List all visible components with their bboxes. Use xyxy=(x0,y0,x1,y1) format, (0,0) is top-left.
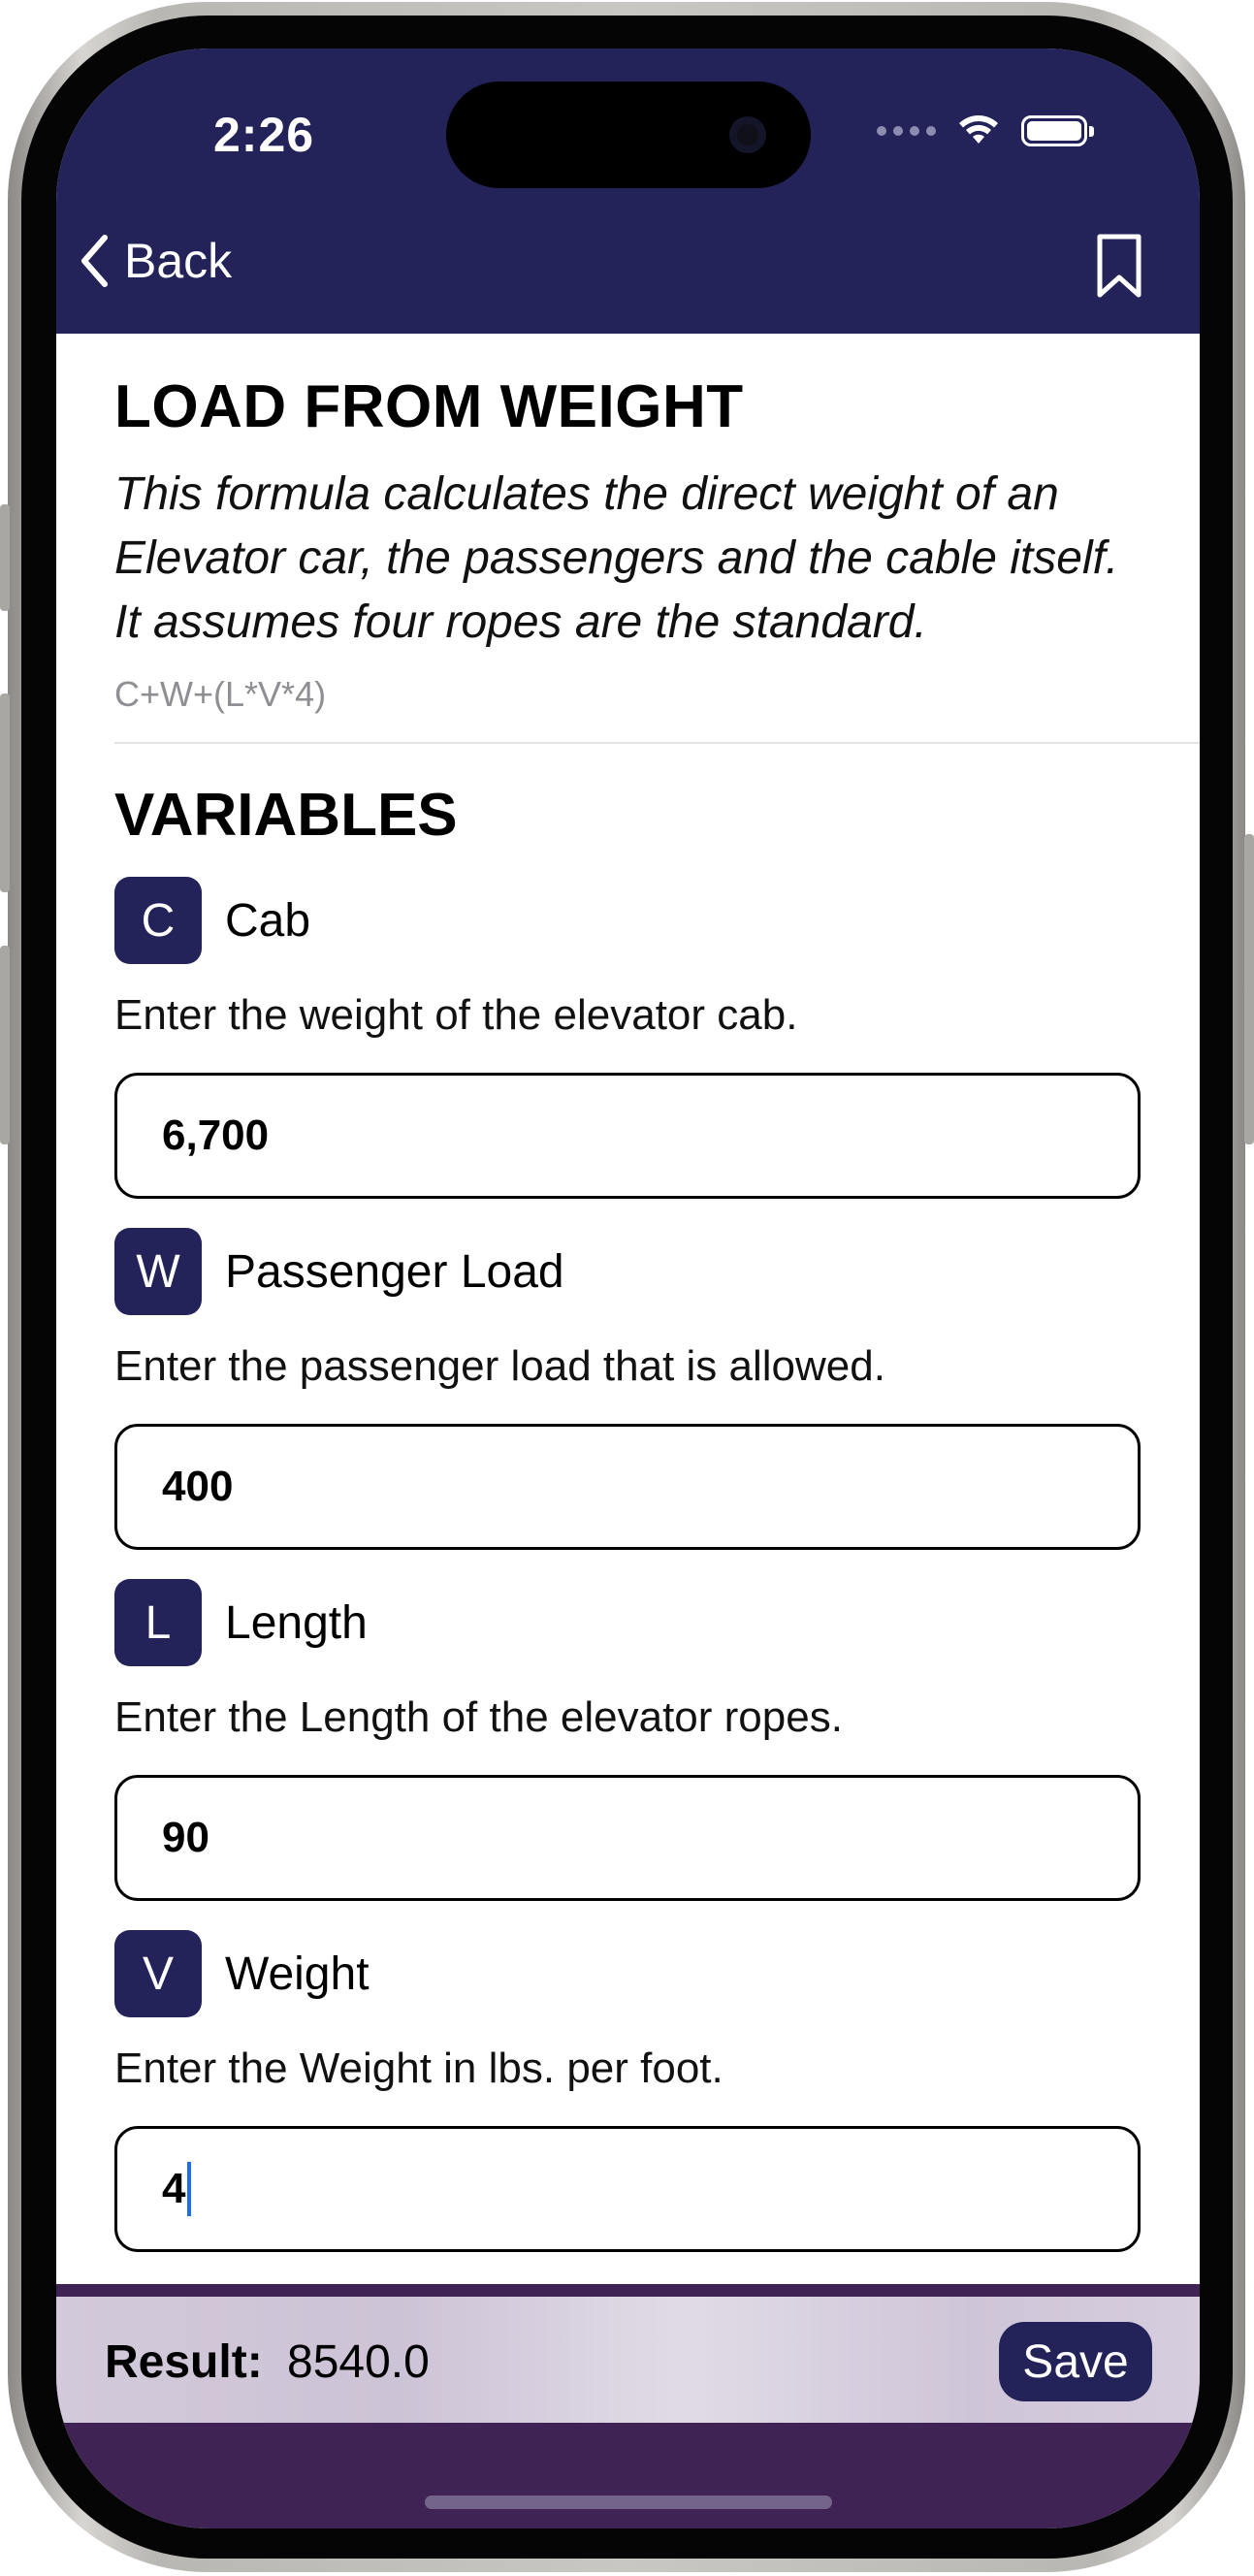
wifi-icon xyxy=(957,114,1000,147)
section-divider xyxy=(114,742,1200,744)
variable-name: Weight xyxy=(225,1948,370,2000)
dynamic-island xyxy=(446,81,811,188)
variable-v xyxy=(114,1930,1200,2252)
signal-dots-icon xyxy=(877,126,936,136)
variable-w xyxy=(114,1228,1200,1550)
variable-letter-badge: C xyxy=(114,877,202,964)
variable-name: Passenger Load xyxy=(225,1245,564,1298)
result-bar xyxy=(56,2284,1200,2528)
back-button[interactable] xyxy=(80,233,232,289)
front-camera xyxy=(729,116,766,153)
text-cursor xyxy=(187,2162,191,2216)
variable-name: Length xyxy=(225,1596,368,1649)
status-icons xyxy=(877,114,1087,147)
input-value: 6,700 xyxy=(162,1111,270,1159)
weight-per-foot-input[interactable] xyxy=(114,2126,1141,2252)
home-indicator[interactable] xyxy=(425,2496,832,2509)
passenger-load-input[interactable] xyxy=(114,1424,1141,1550)
bookmark-button[interactable] xyxy=(1096,233,1142,304)
volume-up-button xyxy=(0,693,10,892)
variable-description: Enter the passenger load that is allowed. xyxy=(114,1342,885,1390)
bookmark-icon xyxy=(1096,233,1142,299)
variable-l xyxy=(114,1579,1200,1901)
back-label: Back xyxy=(124,234,233,288)
chevron-left-icon xyxy=(80,234,109,288)
result-label: Result: xyxy=(105,2336,263,2388)
result-panel xyxy=(56,2297,1200,2423)
input-value: 90 xyxy=(162,1814,209,1861)
input-value: 4 xyxy=(162,2165,186,2212)
action-button xyxy=(0,504,10,611)
variable-description: Enter the Weight in lbs. per foot. xyxy=(114,2045,723,2092)
formula-description: This formula calculates the direct weight of an Elevator car, the passengers and the cable itself. It assumes four ropes are the standard. xyxy=(114,468,1119,648)
result-value: 8540.0 xyxy=(287,2336,430,2388)
variable-header xyxy=(114,1228,1200,1315)
formula-content xyxy=(56,334,1200,2252)
power-button xyxy=(1244,834,1254,1144)
variable-description: Enter the Length of the elevator ropes. xyxy=(114,1693,843,1741)
variable-header xyxy=(114,877,1200,964)
variable-header xyxy=(114,1579,1200,1666)
variable-description: Enter the weight of the elevator cab. xyxy=(114,991,798,1039)
variable-header xyxy=(114,1930,1200,2017)
formula-expression: C+W+(L*V*4) xyxy=(114,674,327,714)
variable-letter-badge: W xyxy=(114,1228,202,1315)
cab-weight-input[interactable] xyxy=(114,1073,1141,1199)
battery-icon xyxy=(1021,115,1087,146)
status-time: 2:26 xyxy=(213,108,315,162)
navigation-bar xyxy=(56,48,1200,334)
save-button[interactable]: Save xyxy=(999,2322,1152,2401)
variable-c xyxy=(114,877,1200,1199)
volume-down-button xyxy=(0,946,10,1144)
phone-screen xyxy=(56,48,1200,2528)
rope-length-input[interactable] xyxy=(114,1775,1141,1901)
page-title: LOAD FROM WEIGHT xyxy=(114,373,744,440)
variable-name: Cab xyxy=(225,894,311,947)
variables-heading: VARIABLES xyxy=(114,782,458,849)
input-value: 400 xyxy=(162,1463,234,1510)
variable-letter-badge: L xyxy=(114,1579,202,1666)
variable-letter-badge: V xyxy=(114,1930,202,2017)
